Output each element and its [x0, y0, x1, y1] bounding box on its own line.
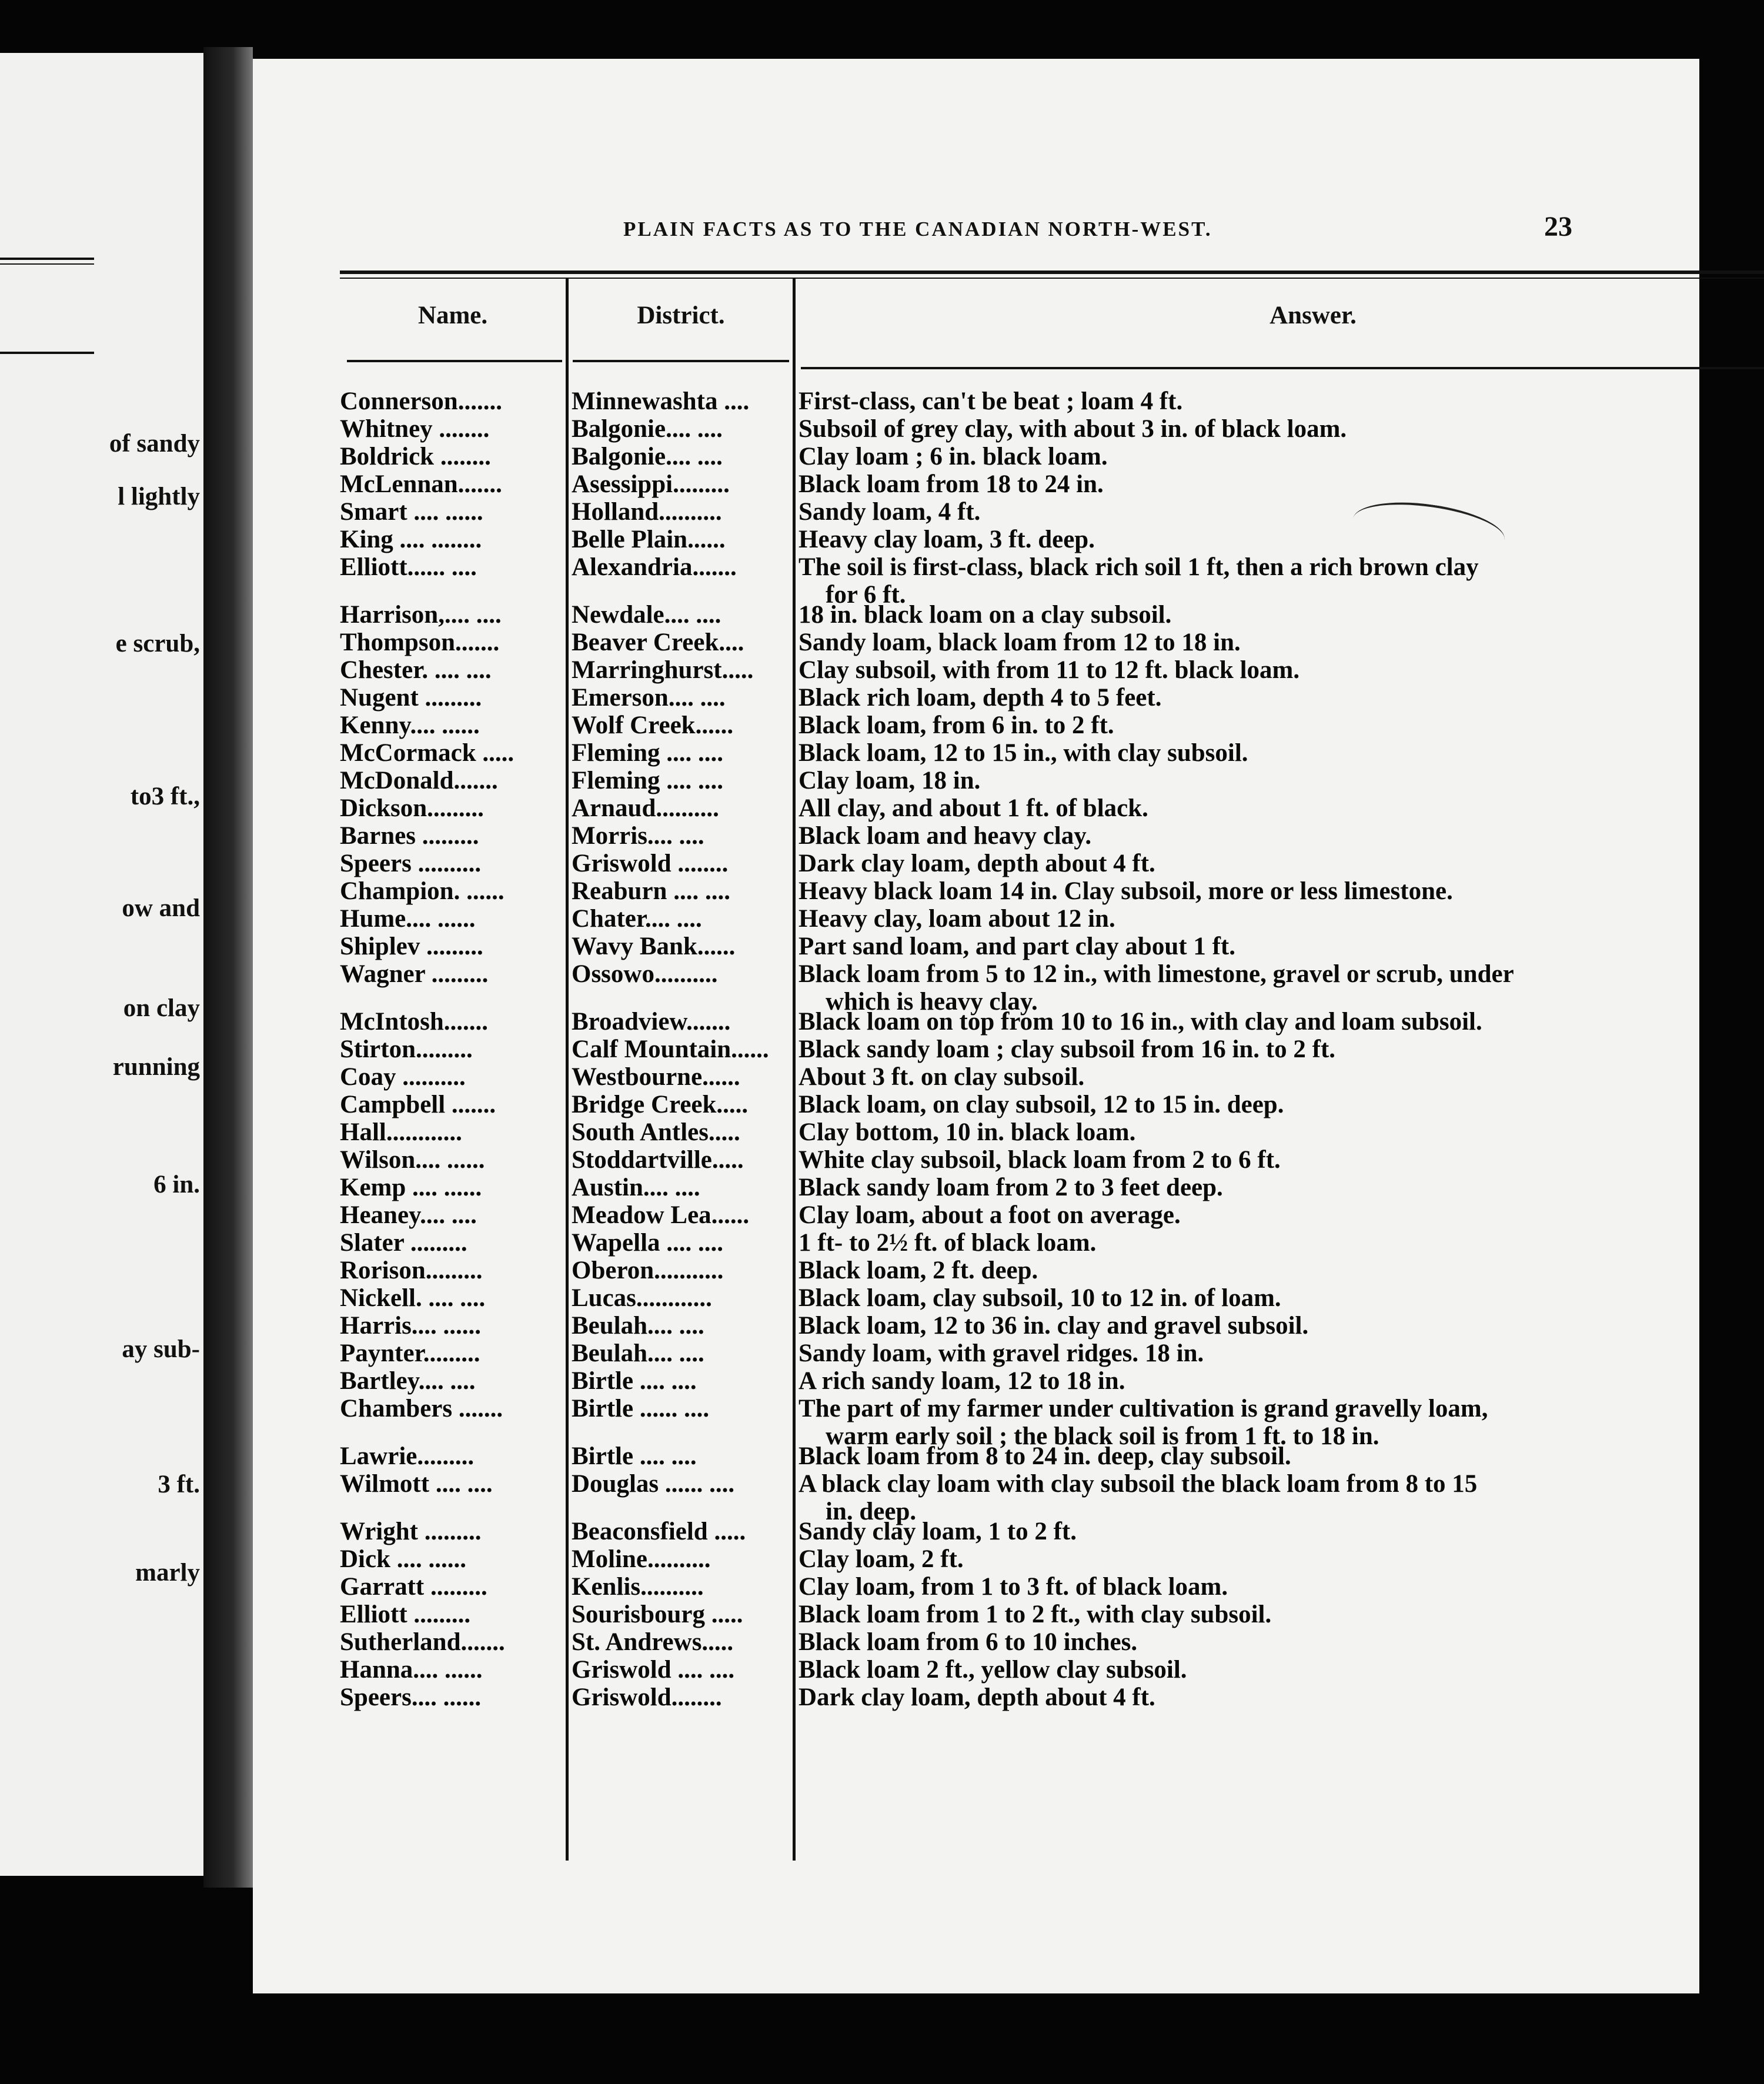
cell-district: Marringhurst..... — [572, 657, 754, 684]
cell-district: Belle Plain...... — [572, 526, 726, 553]
cell-answer: Subsoil of grey clay, with about 3 in. of black loam. — [799, 415, 1347, 443]
cell-district: Minnewashta .... — [572, 388, 750, 415]
table-row — [253, 1395, 1699, 1422]
column-header-district: District. — [637, 302, 725, 329]
left-page-text-fragment: ay sub- — [122, 1335, 200, 1363]
cell-answer: Black loam 2 ft., yellow clay subsoil. — [799, 1656, 1187, 1684]
cell-district: Emerson.... .... — [572, 684, 726, 712]
cell-district: Griswold........ — [572, 1684, 722, 1711]
cell-answer: Sandy loam, 4 ft. — [799, 498, 981, 526]
cell-name: Harrison,.... .... — [340, 602, 502, 629]
cell-district: St. Andrews..... — [572, 1629, 734, 1656]
table-row — [253, 767, 1699, 794]
running-title: PLAIN FACTS AS TO THE CANADIAN NORTH-WEST. — [623, 218, 1212, 241]
cell-answer: The soil is first-class, black rich soil 1 ft, then a rich brown clay — [799, 553, 1479, 581]
cell-district: Balgonie.... .... — [572, 416, 723, 443]
cell-district: Beaver Creek.... — [572, 629, 744, 656]
table-row — [253, 1091, 1699, 1118]
cell-answer: Black loam from 18 to 24 in. — [799, 470, 1104, 498]
cell-name: McDonald....... — [340, 767, 498, 794]
left-page-text-fragment: marly — [135, 1559, 200, 1587]
cell-name: Whitney ........ — [340, 416, 490, 443]
table-row — [253, 471, 1699, 498]
cell-name: Elliott...... .... — [340, 554, 477, 581]
cell-district: Moline.......... — [572, 1546, 711, 1573]
right-page — [253, 59, 1699, 1993]
cell-name: Elliott ......... — [340, 1601, 471, 1628]
cell-name: Dick .... ...... — [340, 1546, 466, 1573]
cell-answer: Clay subsoil, with from 11 to 12 ft. black loam. — [799, 656, 1300, 684]
cell-answer: Black loam on top from 10 to 16 in., with clay and loam subsoil. — [799, 1008, 1482, 1036]
cell-district: Westbourne...... — [572, 1064, 740, 1091]
left-page-text-fragment: ow and — [122, 894, 200, 922]
table-row — [253, 526, 1699, 553]
table-row — [253, 1285, 1699, 1312]
table-row — [253, 416, 1699, 443]
cell-name: Heaney.... .... — [340, 1202, 477, 1229]
cell-answer: Black loam, 12 to 15 in., with clay subsoil. — [799, 739, 1248, 767]
cell-answer: Heavy black loam 14 in. Clay subsoil, more or less limestone. — [799, 877, 1453, 905]
table-row — [253, 499, 1699, 526]
table-row — [253, 684, 1699, 712]
cell-answer: Clay loam, about a foot on average. — [799, 1201, 1181, 1229]
cell-answer: Sandy clay loam, 1 to 2 ft. — [799, 1518, 1077, 1545]
cell-name: Bartley.... .... — [340, 1368, 476, 1395]
cell-name: Coay .......... — [340, 1064, 466, 1091]
cell-answer: Heavy clay, loam about 12 in. — [799, 905, 1115, 933]
cell-name: Smart .... ...... — [340, 499, 483, 526]
left-page-text-fragment: 6 in. — [153, 1171, 200, 1198]
cell-name: Slater ......... — [340, 1230, 467, 1257]
cell-name: Hall............ — [340, 1119, 462, 1146]
cell-district: Birtle .... .... — [572, 1368, 697, 1395]
cell-answer: Black rich loam, depth 4 to 5 feet. — [799, 684, 1162, 712]
table-row — [253, 1036, 1699, 1063]
cell-name: Wagner ......... — [340, 961, 489, 988]
table-row — [253, 554, 1699, 581]
table-row — [253, 1230, 1699, 1257]
cell-name: Champion. ...... — [340, 878, 505, 905]
cell-district: Wolf Creek...... — [572, 712, 734, 739]
cell-answer: Clay loam, 2 ft. — [799, 1545, 964, 1573]
cell-district: Beulah.... .... — [572, 1312, 704, 1340]
cell-district: Stoddartville..... — [572, 1147, 744, 1174]
cell-answer: Black loam from 8 to 24 in. deep, clay subsoil. — [799, 1442, 1291, 1470]
cell-district: Birtle ...... .... — [572, 1395, 710, 1422]
cell-name: McIntosh....... — [340, 1008, 489, 1036]
table-row — [253, 1174, 1699, 1201]
cell-name: Campbell ....... — [340, 1091, 496, 1118]
cell-answer: A black clay loam with clay subsoil the black loam from 8 to 15 — [799, 1470, 1478, 1498]
cell-name: Harris.... ...... — [340, 1312, 482, 1340]
cell-district: Kenlis.......... — [572, 1574, 704, 1601]
cell-answer: First-class, can't be beat ; loam 4 ft. — [799, 388, 1183, 415]
cell-district: Arnaud.......... — [572, 795, 719, 822]
cell-name: King .... ........ — [340, 526, 482, 553]
table-row — [253, 823, 1699, 850]
cell-name: Wright ......... — [340, 1518, 482, 1545]
cell-district: Morris.... .... — [572, 823, 704, 850]
left-page-text-fragment: to3 ft., — [130, 783, 200, 810]
cell-answer: Black sandy loam from 2 to 3 feet deep. — [799, 1174, 1223, 1201]
cell-answer: Dark clay loam, depth about 4 ft. — [799, 850, 1155, 877]
cell-district: Broadview....... — [572, 1008, 731, 1036]
cell-answer: A rich sandy loam, 12 to 18 in. — [799, 1367, 1125, 1395]
page-number: 23 — [1544, 211, 1572, 242]
column-header-answer: Answer. — [1269, 302, 1357, 329]
cell-answer: Black loam and heavy clay. — [799, 822, 1092, 850]
left-page-double-rule — [0, 263, 94, 265]
cell-district: Douglas ...... .... — [572, 1471, 735, 1498]
cell-name: Garratt ......... — [340, 1574, 487, 1601]
table-row — [253, 657, 1699, 684]
cell-district: Wapella .... .... — [572, 1230, 724, 1257]
cell-name: Boldrick ........ — [340, 443, 491, 470]
cell-name: Nugent ......... — [340, 684, 482, 712]
table-row — [253, 1008, 1699, 1036]
table-row — [253, 1312, 1699, 1340]
cell-name: Stirton......... — [340, 1036, 473, 1063]
table-row — [253, 1147, 1699, 1174]
left-page-text-fragment: running — [112, 1053, 200, 1081]
cell-name: Lawrie......... — [340, 1443, 475, 1470]
cell-name: McLennan....... — [340, 471, 502, 498]
cell-answer: 18 in. black loam on a clay subsoil. — [799, 601, 1172, 629]
table-row — [253, 602, 1699, 629]
table-row — [253, 1574, 1699, 1601]
cell-district: Fleming .... .... — [572, 767, 723, 794]
cell-name: Speers.... ...... — [340, 1684, 482, 1711]
cell-answer: Dark clay loam, depth about 4 ft. — [799, 1684, 1155, 1711]
table-row — [253, 712, 1699, 739]
cell-district: Alexandria....... — [572, 554, 737, 581]
table-row — [253, 1629, 1699, 1656]
top-double-rule — [340, 278, 1764, 279]
cell-answer: All clay, and about 1 ft. of black. — [799, 794, 1148, 822]
left-page-double-rule — [0, 258, 94, 260]
cell-district: Griswold ........ — [572, 850, 729, 877]
left-page-rule — [0, 352, 94, 354]
left-page-text-fragment: 3 ft. — [158, 1471, 200, 1498]
table-row — [253, 1119, 1699, 1146]
table-row — [253, 1471, 1699, 1498]
cell-name: McCormack ..... — [340, 740, 514, 767]
cell-name: Chester. .... .... — [340, 657, 492, 684]
left-page-text-fragment: on clay — [123, 994, 200, 1022]
left-page-text-fragment: e scrub, — [115, 630, 200, 657]
table-row — [253, 1601, 1699, 1628]
table-row — [253, 961, 1699, 988]
cell-name: Wilmott .... .... — [340, 1471, 493, 1498]
cell-answer: Clay loam, 18 in. — [799, 767, 981, 794]
cell-district: Lucas............ — [572, 1285, 712, 1312]
cell-district: Ossowo.......... — [572, 961, 718, 988]
header-underline-answer — [801, 367, 1764, 369]
cell-district: Austin.... .... — [572, 1174, 700, 1201]
cell-answer: Black loam, from 6 in. to 2 ft. — [799, 712, 1114, 739]
cell-name: Sutherland....... — [340, 1629, 505, 1656]
header-underline-name — [347, 360, 562, 362]
cell-district: South Antles..... — [572, 1119, 740, 1146]
cell-name: Hanna.... ...... — [340, 1656, 483, 1684]
cell-district: Balgonie.... .... — [572, 443, 723, 470]
cell-answer-continuation: for 6 ft. — [826, 581, 906, 609]
table-row — [253, 878, 1699, 905]
cell-answer: Sandy loam, black loam from 12 to 18 in. — [799, 629, 1241, 656]
cell-answer-continuation: warm early soil ; the black soil is from 1 ft. to 18 in. — [826, 1422, 1379, 1450]
table-row — [253, 933, 1699, 960]
cell-district: Oberon........... — [572, 1257, 724, 1284]
cell-name: Kemp .... ...... — [340, 1174, 482, 1201]
cell-answer: Black loam, on clay subsoil, 12 to 15 in. deep. — [799, 1091, 1284, 1118]
cell-district: Holland.......... — [572, 499, 722, 526]
table-row — [253, 1656, 1699, 1684]
cell-district: Fleming .... .... — [572, 740, 723, 767]
cell-district: Griswold .... .... — [572, 1656, 735, 1684]
cell-name: Rorison......... — [340, 1257, 483, 1284]
book-gutter — [203, 47, 253, 1888]
table-row — [253, 1518, 1699, 1545]
cell-district: Chater.... .... — [572, 906, 702, 933]
table-row — [253, 850, 1699, 877]
cell-name: Kenny.... ...... — [340, 712, 480, 739]
cell-answer: Black loam from 5 to 12 in., with limestone, gravel or scrub, under — [799, 960, 1514, 988]
table-row — [253, 1340, 1699, 1367]
cell-district: Meadow Lea...... — [572, 1202, 750, 1229]
cell-name: Paynter......... — [340, 1340, 480, 1367]
cell-district: Sourisbourg ..... — [572, 1601, 743, 1628]
cell-district: Asessippi......... — [572, 471, 730, 498]
cell-district: Calf Mountain...... — [572, 1036, 769, 1063]
cell-district: Wavy Bank...... — [572, 933, 736, 960]
cell-answer: Heavy clay loam, 3 ft. deep. — [799, 526, 1095, 553]
table-row — [253, 906, 1699, 933]
cell-answer: 1 ft- to 2½ ft. of black loam. — [799, 1229, 1097, 1257]
table-row — [253, 1257, 1699, 1284]
table-row — [253, 388, 1699, 415]
left-page-text-fragment: of sandy — [109, 430, 200, 457]
cell-name: Wilson.... ...... — [340, 1147, 485, 1174]
table-row — [253, 443, 1699, 470]
cell-district: Reaburn .... .... — [572, 878, 730, 905]
cell-answer: Black loam from 1 to 2 ft., with clay subsoil. — [799, 1601, 1272, 1628]
cell-answer: Clay bottom, 10 in. black loam. — [799, 1118, 1136, 1146]
left-page-fragment — [0, 53, 203, 1876]
table-row — [253, 1202, 1699, 1229]
cell-answer: Black loam, clay subsoil, 10 to 12 in. of loam. — [799, 1284, 1281, 1312]
cell-name: Connerson....... — [340, 388, 502, 415]
cell-answer: Clay loam, from 1 to 3 ft. of black loam. — [799, 1573, 1228, 1601]
cell-answer: Clay loam ; 6 in. black loam. — [799, 443, 1108, 470]
table-row — [253, 795, 1699, 822]
cell-answer: About 3 ft. on clay subsoil. — [799, 1063, 1085, 1091]
cell-district: Beulah.... .... — [572, 1340, 704, 1367]
cell-name: Speers .......... — [340, 850, 482, 877]
cell-district: Beaconsfield ..... — [572, 1518, 746, 1545]
cell-name: Thompson....... — [340, 629, 500, 656]
header-underline-district — [573, 360, 789, 362]
cell-name: Chambers ....... — [340, 1395, 503, 1422]
table-row — [253, 629, 1699, 656]
cell-answer-continuation: in. deep. — [826, 1498, 917, 1525]
cell-answer: White clay subsoil, black loam from 2 to 6 ft. — [799, 1146, 1281, 1174]
cell-name: Dickson......... — [340, 795, 484, 822]
table-row — [253, 1443, 1699, 1470]
cell-district: Birtle .... .... — [572, 1443, 697, 1470]
left-page-text-fragment: l lightly — [118, 483, 200, 510]
table-row — [253, 740, 1699, 767]
cell-name: Barnes ......... — [340, 823, 479, 850]
cell-district: Bridge Creek..... — [572, 1091, 749, 1118]
table-row — [253, 1546, 1699, 1573]
cell-name: Hume.... ...... — [340, 906, 476, 933]
cell-answer: Part sand loam, and part clay about 1 ft. — [799, 933, 1235, 960]
cell-answer: Black loam, 2 ft. deep. — [799, 1257, 1038, 1284]
cell-answer: Black loam, 12 to 36 in. clay and gravel subsoil. — [799, 1312, 1309, 1340]
top-double-rule — [340, 270, 1764, 274]
table-row — [253, 1368, 1699, 1395]
cell-answer: Black sandy loam ; clay subsoil from 16 in. to 2 ft. — [799, 1036, 1336, 1063]
column-header-name: Name. — [417, 302, 488, 329]
cell-name: Nickell. .... .... — [340, 1285, 486, 1312]
cell-answer: Sandy loam, with gravel ridges. 18 in. — [799, 1340, 1204, 1367]
cell-answer: Black loam from 6 to 10 inches. — [799, 1628, 1138, 1656]
table-row — [253, 1064, 1699, 1091]
cell-name: Shiplev ......... — [340, 933, 483, 960]
cell-answer: The part of my farmer under cultivation is grand gravelly loam, — [799, 1395, 1488, 1422]
cell-district: Newdale.... .... — [572, 602, 721, 629]
table-row — [253, 1684, 1699, 1711]
cell-answer-continuation: which is heavy clay. — [826, 988, 1038, 1016]
